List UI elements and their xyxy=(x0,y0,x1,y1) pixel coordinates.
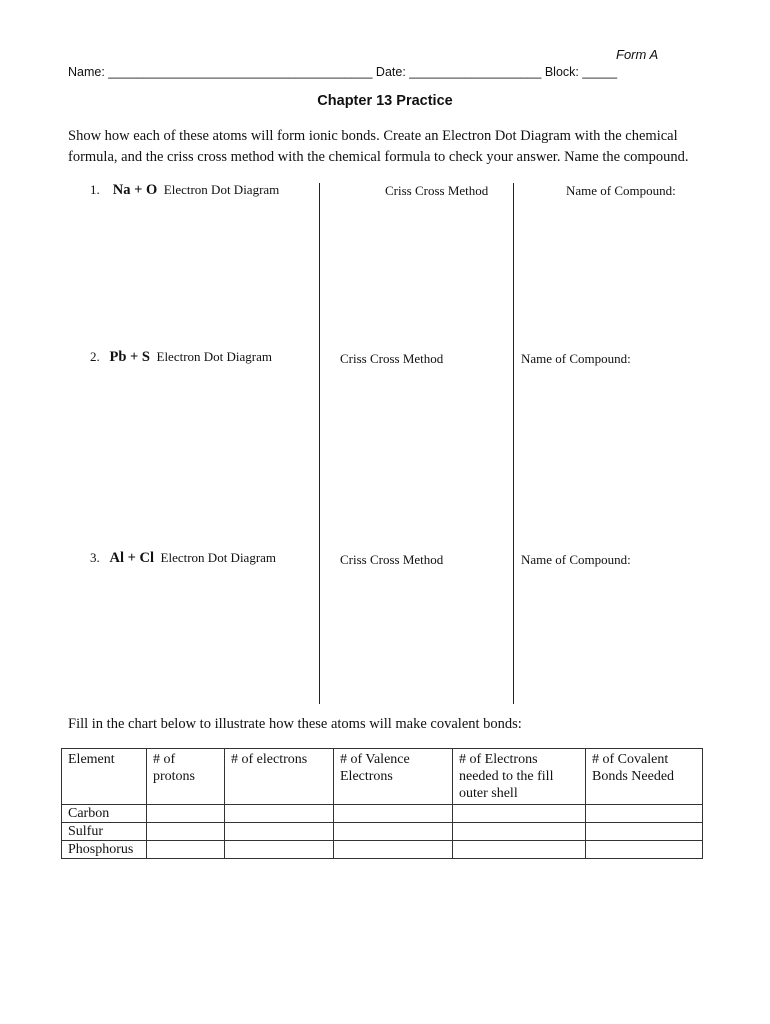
table-cell[interactable] xyxy=(225,805,334,823)
row-element-label: Sulfur xyxy=(62,823,147,841)
table-cell[interactable] xyxy=(334,841,453,859)
table-cell[interactable] xyxy=(586,805,703,823)
dot-diagram-label: Electron Dot Diagram xyxy=(163,182,280,197)
row-element-label: Phosphorus xyxy=(62,841,147,859)
table-cell[interactable] xyxy=(147,805,225,823)
problem-formula: Pb + S xyxy=(109,349,150,365)
table-cell[interactable] xyxy=(453,841,586,859)
table-cell[interactable] xyxy=(225,823,334,841)
chart-intro: Fill in the chart below to illustrate how these atoms will make covalent bonds: xyxy=(68,716,522,732)
criss-cross-label-1: Criss Cross Method xyxy=(385,183,489,198)
table-row xyxy=(62,805,703,823)
problem-formula: Al + Cl xyxy=(109,550,155,566)
header-protons: # of protons xyxy=(147,749,225,805)
compound-name-label-3: Name of Compound: xyxy=(521,552,631,567)
table-row xyxy=(62,823,703,841)
table-cell[interactable] xyxy=(334,805,453,823)
table-header-row xyxy=(62,749,703,805)
table-cell[interactable] xyxy=(147,823,225,841)
dot-diagram-label: Electron Dot Diagram xyxy=(160,550,277,565)
column-divider-right xyxy=(513,183,514,704)
table-cell[interactable] xyxy=(225,841,334,859)
form-label: Form A xyxy=(616,47,659,62)
compound-name-label-1: Name of Compound: xyxy=(566,183,676,198)
problem-number: 1. xyxy=(90,182,100,197)
table-row xyxy=(62,841,703,859)
column-divider-left xyxy=(319,183,320,704)
header-covalent-bonds: # of Covalent Bonds Needed xyxy=(586,749,703,805)
table-cell[interactable] xyxy=(147,841,225,859)
problem-number: 2. xyxy=(90,349,100,364)
header-valence-electrons: # of Valence Electrons xyxy=(334,749,453,805)
dot-diagram-label: Electron Dot Diagram xyxy=(156,349,273,364)
page-title: Chapter 13 Practice xyxy=(317,93,453,109)
header-element: Element xyxy=(62,749,147,805)
criss-cross-label-3: Criss Cross Method xyxy=(340,552,444,567)
compound-name-label-2: Name of Compound: xyxy=(521,351,631,366)
covalent-bonds-table xyxy=(61,748,703,859)
name-date-block-line[interactable]: Name: ______________________________________ Date: ___________________ Block: _____ xyxy=(68,65,618,79)
header-electrons-needed: # of Electrons needed to the fill outer shell xyxy=(453,749,586,805)
problem-formula: Na + O xyxy=(112,182,158,198)
header-electrons: # of electrons xyxy=(225,749,334,805)
criss-cross-label-2: Criss Cross Method xyxy=(340,351,444,366)
table-cell[interactable] xyxy=(586,841,703,859)
problem-3-label xyxy=(90,550,276,567)
table-cell[interactable] xyxy=(453,805,586,823)
problem-number: 3. xyxy=(90,550,100,565)
table-cell[interactable] xyxy=(334,823,453,841)
table-cell[interactable] xyxy=(453,823,586,841)
problem-2-label xyxy=(90,349,272,366)
instructions: Show how each of these atoms will form ionic bonds. Create an Electron Dot Diagram with the chemical formula, and the criss cross method with the chemical formula to check your answer. Name the compound. xyxy=(68,128,689,165)
problem-1-label xyxy=(90,182,279,199)
row-element-label: Carbon xyxy=(62,805,147,823)
table-cell[interactable] xyxy=(586,823,703,841)
